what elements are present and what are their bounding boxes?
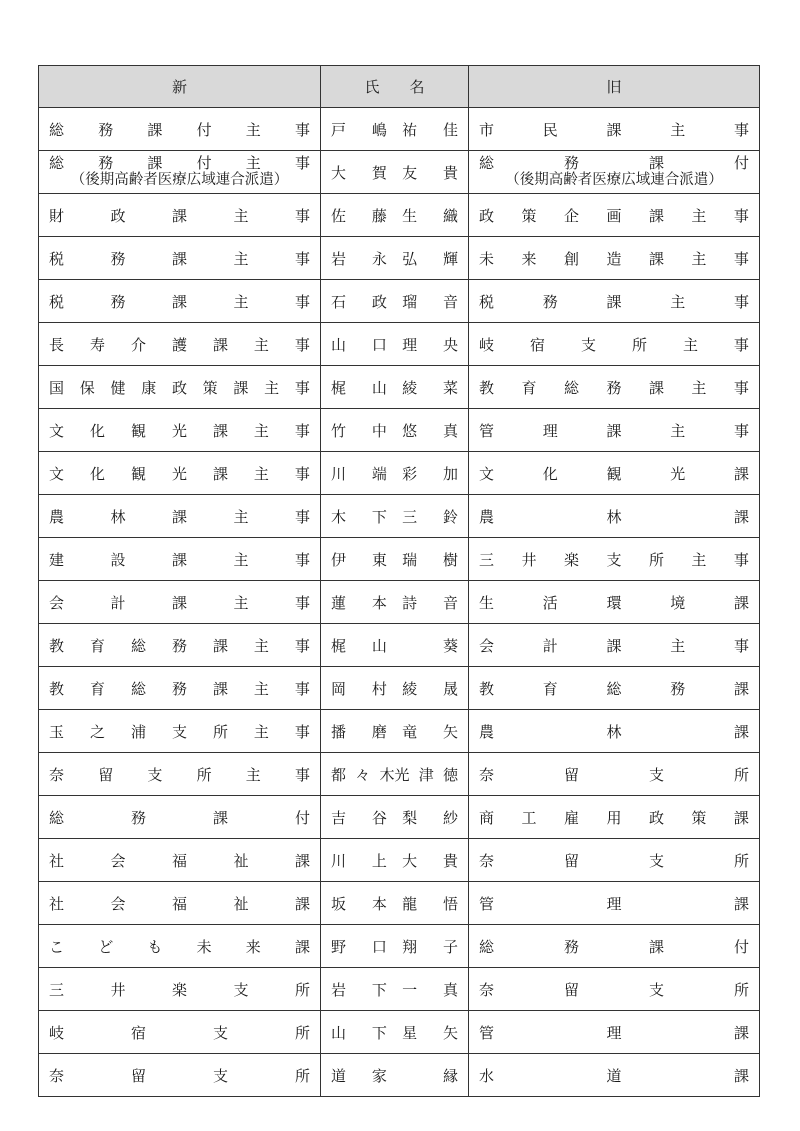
justified-text: 長 寿 介 護 課 主 事 [49, 335, 310, 354]
name-cell [321, 839, 469, 882]
old-position-cell [469, 968, 760, 1011]
new-position-cell [39, 710, 321, 753]
table-row [39, 151, 760, 194]
family-name: 伊 東 [331, 550, 387, 569]
given-name: 瑞 樹 [402, 550, 458, 569]
given-name: 葵 [442, 636, 458, 655]
given-name: 友 貴 [402, 163, 458, 182]
justified-text: 三 井 楽 支 所 主 事 [479, 550, 749, 569]
person-name [331, 291, 458, 312]
justified-text: 文 化 観 光 課 主 事 [49, 464, 310, 483]
new-position-cell [39, 452, 321, 495]
justified-text: 総 務 課 付 [479, 154, 749, 172]
given-name: 一 真 [402, 980, 458, 999]
person-name [331, 1065, 458, 1086]
old-position-cell [469, 409, 760, 452]
table-row [39, 409, 760, 452]
given-name: 祐 佳 [402, 120, 458, 139]
given-name: 彩 加 [402, 464, 458, 483]
justified-text: 税 務 課 主 事 [49, 249, 310, 268]
new-position-cell [39, 323, 321, 366]
name-cell [321, 237, 469, 280]
new-position-cell [39, 409, 321, 452]
justified-text: 総 務 課 付 [479, 937, 749, 956]
name-cell [321, 194, 469, 237]
header-row [39, 66, 760, 108]
justified-text: 管 理 課 [479, 894, 749, 913]
person-name [331, 162, 458, 183]
justified-text: 財 政 課 主 事 [49, 206, 310, 225]
name-cell [321, 280, 469, 323]
person-name [331, 764, 458, 785]
name-cell [321, 495, 469, 538]
given-name: 龍 悟 [402, 894, 458, 913]
family-name: 播 磨 [331, 722, 387, 741]
justified-text: 建 設 課 主 事 [49, 550, 310, 569]
table-row [39, 710, 760, 753]
person-name [331, 592, 458, 613]
justified-text: 社 会 福 祉 課 [49, 851, 310, 870]
new-position-cell [39, 667, 321, 710]
family-name: 梶 山 [331, 378, 387, 397]
justified-text: 水 道 課 [479, 1066, 749, 1085]
table-row [39, 194, 760, 237]
name-cell [321, 624, 469, 667]
given-name: 悠 真 [402, 421, 458, 440]
justified-text: 奈 留 支 所 [49, 1066, 310, 1085]
table-row [39, 882, 760, 925]
justified-text: 文 化 観 光 課 [479, 464, 749, 483]
family-name: 大 賀 [331, 163, 387, 182]
name-cell [321, 925, 469, 968]
justified-text: 教 育 総 務 課 主 事 [479, 378, 749, 397]
new-position-cell [39, 1011, 321, 1054]
person-name [331, 248, 458, 269]
justified-text: 市 民 課 主 事 [479, 120, 749, 139]
name-cell [321, 108, 469, 151]
justified-text: 管 理 課 [479, 1023, 749, 1042]
person-name [331, 678, 458, 699]
family-name: 石 政 [331, 292, 387, 311]
person-name [331, 721, 458, 742]
given-name: 綾 菜 [402, 378, 458, 397]
new-position-cell [39, 581, 321, 624]
family-name: 川 上 [331, 851, 387, 870]
new-position-cell [39, 151, 321, 194]
new-position-cell [39, 796, 321, 839]
new-position-cell [39, 366, 321, 409]
table-row [39, 280, 760, 323]
justified-text: 教 育 総 務 課 主 事 [49, 636, 310, 655]
person-name [331, 377, 458, 398]
justified-text: 総 務 課 付 主 事 [49, 154, 310, 172]
new-position-cell [39, 237, 321, 280]
person-name [331, 205, 458, 226]
justified-text: 商 工 雇 用 政 策 課 [479, 808, 749, 827]
justified-text: 奈 留 支 所 主 事 [49, 765, 310, 784]
name-cell [321, 452, 469, 495]
dispatch-note: （後期高齢者医療広域連合派遣） [70, 172, 289, 188]
given-name: 梨 紗 [402, 808, 458, 827]
name-cell [321, 1054, 469, 1097]
name-cell [321, 151, 469, 194]
table-row [39, 538, 760, 581]
old-position-cell [469, 753, 760, 796]
justified-text: 国 保 健 康 政 策 課 主 事 [49, 378, 310, 397]
person-name [331, 549, 458, 570]
new-position-cell [39, 882, 321, 925]
family-name: 岩 下 [331, 980, 387, 999]
justified-text: 会 計 課 主 事 [479, 636, 749, 655]
old-position-cell [469, 495, 760, 538]
table-row [39, 366, 760, 409]
table-row [39, 1011, 760, 1054]
person-name [331, 850, 458, 871]
name-cell [321, 538, 469, 581]
table-row [39, 1054, 760, 1097]
family-name: 都 々 木 [331, 765, 395, 784]
family-name: 蓮 本 [331, 593, 387, 612]
family-name: 吉 谷 [331, 808, 387, 827]
table-row [39, 237, 760, 280]
person-name [331, 807, 458, 828]
table-row [39, 581, 760, 624]
person-name [331, 334, 458, 355]
old-position-cell [469, 194, 760, 237]
family-name: 山 下 [331, 1023, 387, 1042]
name-cell [321, 796, 469, 839]
new-position-cell [39, 753, 321, 796]
old-position-cell [469, 538, 760, 581]
table-row [39, 667, 760, 710]
person-name [331, 463, 458, 484]
person-name [331, 979, 458, 1000]
name-cell [321, 968, 469, 1011]
justified-text: 税 務 課 主 事 [49, 292, 310, 311]
justified-text: 岐 宿 支 所 [49, 1023, 310, 1042]
family-name: 道 家 [331, 1066, 387, 1085]
given-name: 弘 輝 [402, 249, 458, 268]
old-position-cell [469, 323, 760, 366]
person-name [331, 1022, 458, 1043]
given-name: 瑠 音 [402, 292, 458, 311]
justified-text: 総 務 課 付 主 事 [49, 120, 310, 139]
table-body [39, 108, 760, 1097]
person-name [331, 506, 458, 527]
given-name: 竜 矢 [402, 722, 458, 741]
person-name [331, 420, 458, 441]
justified-text: 奈 留 支 所 [479, 765, 749, 784]
old-position-cell [469, 839, 760, 882]
old-position-cell [469, 581, 760, 624]
family-name: 山 口 [331, 335, 387, 354]
new-position-cell [39, 280, 321, 323]
old-position-cell [469, 366, 760, 409]
new-position-cell [39, 925, 321, 968]
person-name [331, 936, 458, 957]
justified-text: 奈 留 支 所 [479, 851, 749, 870]
old-position-cell [469, 624, 760, 667]
justified-text: 教 育 総 務 課 [479, 679, 749, 698]
justified-text: 未 来 創 造 課 主 事 [479, 249, 749, 268]
justified-text: 農 林 課 主 事 [49, 507, 310, 526]
given-name: 三 鈴 [402, 507, 458, 526]
given-name: 縁 [442, 1066, 458, 1085]
justified-text: こ ど も 未 来 課 [49, 937, 310, 956]
header-name: 氏 名 [321, 66, 469, 108]
new-position-cell [39, 495, 321, 538]
new-position-cell [39, 194, 321, 237]
justified-text: 総 務 課 付 [49, 808, 310, 827]
old-position-cell [469, 710, 760, 753]
justified-text: 農 林 課 [479, 507, 749, 526]
name-cell [321, 710, 469, 753]
given-name: 光 津 徳 [394, 765, 458, 784]
name-cell [321, 323, 469, 366]
header-old: 旧 [469, 66, 760, 108]
given-name: 生 織 [402, 206, 458, 225]
family-name: 野 口 [331, 937, 387, 956]
name-cell [321, 667, 469, 710]
old-position-cell [469, 280, 760, 323]
family-name: 木 下 [331, 507, 387, 526]
old-position-cell [469, 452, 760, 495]
justified-text: 教 育 総 務 課 主 事 [49, 679, 310, 698]
table-row [39, 925, 760, 968]
new-position-cell [39, 968, 321, 1011]
given-name: 星 矢 [402, 1023, 458, 1042]
justified-text: 文 化 観 光 課 主 事 [49, 421, 310, 440]
table-row [39, 796, 760, 839]
family-name: 坂 本 [331, 894, 387, 913]
old-position-cell [469, 882, 760, 925]
justified-text: 農 林 課 [479, 722, 749, 741]
new-position-cell [39, 624, 321, 667]
new-position-cell [39, 839, 321, 882]
justified-text: 会 計 課 主 事 [49, 593, 310, 612]
justified-text: 岐 宿 支 所 主 事 [479, 335, 749, 354]
old-position-cell [469, 796, 760, 839]
person-name [331, 893, 458, 914]
given-name: 翔 子 [402, 937, 458, 956]
name-cell [321, 882, 469, 925]
justified-text: 政 策 企 画 課 主 事 [479, 206, 749, 225]
person-name [331, 119, 458, 140]
justified-text: 奈 留 支 所 [479, 980, 749, 999]
dispatch-note: （後期高齢者医療広域連合派遣） [505, 172, 723, 188]
table-row [39, 495, 760, 538]
old-position-cell [469, 151, 760, 194]
justified-text: 三 井 楽 支 所 [49, 980, 310, 999]
family-name: 梶 山 [331, 636, 387, 655]
table-row [39, 624, 760, 667]
family-name: 岩 永 [331, 249, 387, 268]
old-position-cell [469, 925, 760, 968]
family-name: 佐 藤 [331, 206, 387, 225]
new-position-cell [39, 1054, 321, 1097]
old-position-cell [469, 1011, 760, 1054]
table-row [39, 968, 760, 1011]
header-new: 新 [39, 66, 321, 108]
old-position-cell [469, 108, 760, 151]
name-cell [321, 409, 469, 452]
old-position-cell [469, 667, 760, 710]
given-name: 大 貴 [402, 851, 458, 870]
given-name: 詩 音 [402, 593, 458, 612]
given-name: 綾 晟 [402, 679, 458, 698]
table-row [39, 108, 760, 151]
table-row [39, 452, 760, 495]
table-row [39, 839, 760, 882]
name-cell [321, 366, 469, 409]
name-cell [321, 581, 469, 624]
name-cell [321, 753, 469, 796]
new-position-cell [39, 538, 321, 581]
family-name: 戸 嶋 [331, 120, 387, 139]
table-row [39, 753, 760, 796]
justified-text: 社 会 福 祉 課 [49, 894, 310, 913]
family-name: 川 端 [331, 464, 387, 483]
new-position-cell [39, 108, 321, 151]
person-name [331, 635, 458, 656]
justified-text: 玉 之 浦 支 所 主 事 [49, 722, 310, 741]
justified-text: 管 理 課 主 事 [479, 421, 749, 440]
name-cell [321, 1011, 469, 1054]
old-position-cell [469, 1054, 760, 1097]
given-name: 理 央 [402, 335, 458, 354]
old-position-cell [469, 237, 760, 280]
family-name: 竹 中 [331, 421, 387, 440]
family-name: 岡 村 [331, 679, 387, 698]
justified-text: 税 務 課 主 事 [479, 292, 749, 311]
personnel-transfer-table [38, 65, 760, 1097]
justified-text: 生 活 環 境 課 [479, 593, 749, 612]
table-row [39, 323, 760, 366]
